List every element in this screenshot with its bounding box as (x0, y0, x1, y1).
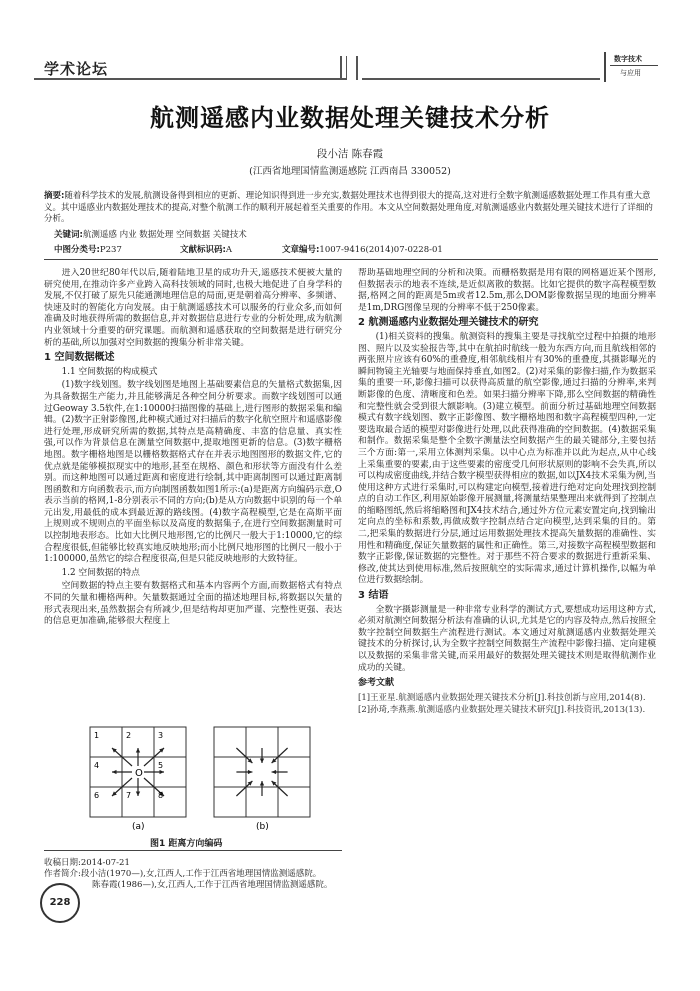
subsection-heading-1-2: 1.2 空间数据的特点 (61, 567, 140, 578)
section-heading-3: 3 结语 (358, 590, 389, 602)
subsection-heading-1-1: 1.1 空间数据的构成模式 (61, 366, 158, 377)
grid-a-direction-label: 8 (158, 791, 164, 800)
intro-paragraph: 进入20世纪80年代以后,随着陆地卫星的成功升天,遥感技术便被大量的研究使用,在推动许多产业跨入高科技领域的同时,也极大地促进了自身学科的发展,不仅打破了原先只能通测地理信息的局面,更是朝着高分辨率、多频谱、快速及时的智能化方向发展。由于航测遥感技术可以服务的行业众多,而如何准确及时地获得所需的数据信息,并对数据信息进行专业的分析处理,成为航测内业领域十分重要的研究课题。而航测和遥感获取的空间数据是进行研究分析的基础,所以加强对空间数据的搜集分析非常关键。 (44, 268, 342, 348)
left-column (44, 268, 342, 720)
paper-title: 航测遥感内业数据处理关键技术分析 (150, 104, 550, 132)
article-number (282, 243, 443, 255)
arrow-head (112, 770, 117, 774)
received-date: 收稿日期:2014-07-21 (44, 858, 130, 868)
article-value: 1007-9416(2014)07-0228-01 (319, 245, 443, 255)
paper-affiliation: (江西省地理国情监测遥感院 江西南昌 330052) (249, 166, 451, 177)
paragraph-1-1: (1)数字线划图。数字线划图是地图上基础要素信息的矢量格式数据集,因为具备数据生产能力,并且能够满足各种空间分析要求。而数字线划图可以通过Geoway 3.5软件,在1:10000扫描图像的基础上,进行图形的数据采集和编辑。(2)数字正射影像图,此种模式通过对扫描后的数字化航空照片和遥感影像进行处理,形成研究所需的数据,其特点是高精确度、丰富的信息量、真实性强,可以作为背景信息在测量空间数据中,提取地图更新的信息。(3)数字栅格地图。数字栅格地图是以栅格数据格式存在并表示地图图形的数据文件,它的优点就是能够模拟现实中的地形,甚至在规格、颜色和形状等方面没有什么差别。而这种地图可以通过距离和密度进行绘制,其中距离制图可以通过距离制图函数和方向函数表示,而方向制图函数如图1所示:(a)是距离方向编码示意,O表示当前的格网,1-8分别表示不同的方向;(b)是从方向数据中识别的每一个单元出发,用最低的成本到最近源的路线图。(4)数字高程模型,它是在高斯平面上规则或不规则点的平面坐标以及高度的数据集子,在进行空间数据测量时可以控制地表形态。比如大比例尺地形图,它的比例尺一般大于1:10000,它的综合程度很低,但能够比较真实地反映地形;而小比例尺地形图的比例尺一般小于1:100000,虽然它的综合程度很高,但是只能反映地形的大致特征。 (44, 380, 342, 565)
clc-value: P237 (99, 245, 122, 255)
header-separator (44, 259, 658, 260)
paragraph-continued: 帮助基础地理空间的分析和决策。而栅格数据是用有限的网格逼近某个图形,但数据表示的地表不连续,是近似离散的数据。比如它提供的数字高程模型数据,格网之间的距离是5m或者12.5m,那么DOM影像数据呈现的地面分辨率是1m,DRG图像呈现的分辨率不低于250像素。 (358, 268, 656, 313)
footnote-rule (44, 850, 342, 851)
section-title: 学术论坛 (44, 60, 109, 78)
journal-logo (604, 52, 660, 82)
grid-a-direction-label: 2 (126, 731, 132, 740)
paper-authors: 段小洁 陈春霞 (316, 148, 384, 160)
grid-b (214, 727, 310, 817)
header-rule-left (34, 78, 346, 80)
doc-label: 文献标识码: (180, 245, 226, 255)
grid-a-direction-label: 7 (126, 791, 132, 800)
figure-1-graphic (82, 723, 314, 833)
clc-label: 中图分类号: (54, 245, 100, 255)
grid-a-direction-label: 6 (94, 791, 100, 800)
page-number-badge (40, 883, 80, 923)
logo-line2: 与应用 (620, 69, 641, 77)
figure-1 (82, 723, 314, 833)
author-bio-1: 作者简介:段小洁(1970—),女,江西人,工作于江西省地理国情监测遥感院。 (44, 869, 322, 879)
grid-a-direction-label: 5 (158, 761, 164, 770)
keywords (54, 228, 247, 240)
references-heading: 参考文献 (358, 678, 395, 689)
page-number: 228 (49, 897, 71, 908)
doc-value: A (225, 245, 233, 255)
section-heading-2: 2 航测遥感内业数据处理关键技术的研究 (358, 317, 539, 329)
grid-a-center-label: O (135, 768, 143, 779)
arrow-head (136, 748, 140, 753)
article-label: 文章编号: (282, 245, 320, 255)
logo-line1: 数字技术 (614, 54, 642, 63)
abstract-label: 摘要: (44, 191, 65, 201)
arrow-head (260, 758, 264, 763)
grid-a-direction-label: 3 (158, 731, 164, 740)
grid-b-arrows (236, 748, 287, 796)
header-divider (340, 56, 342, 80)
logo-divider (610, 65, 658, 66)
figure-label-b: (b) (256, 822, 269, 832)
header-divider (356, 56, 358, 80)
paragraph-3: 全数字摄影测量是一种非常专业科学的测试方式,要想成功运用这种方式,必须对航测空间数据分析法有准确的认识,尤其是它的内容及特点,然后按照全数字控制空间数据生产流程进行测试。本文通过对航测遥感内业数据处理关键技术的分析探讨,认为全数字控制空间数据生产流程中影像扫描、定向建模以及数据的采集非常关键,而采用最好的数据处理关键技术则是取得航测作业成功的关键。 (358, 604, 656, 673)
header-divider (346, 56, 347, 80)
figure-label-a: (a) (132, 822, 145, 832)
arrow-head (159, 770, 164, 774)
grid-a-direction-label: 1 (94, 731, 100, 740)
paragraph-2: (1)相关资料的搜集。航测资料的搜集主要是寻找航空过程中拍摄的地形图、照片以及实验报告等,其中在航拍时航线一般为东西方向,而且航线相邻的两张照片应该有60%的重叠度,相邻航线相片有30%的重叠度,其摄影曝光的瞬间物镜主光轴要与地面保持垂直,如图2。(2)对采集的影像扫描,作为数据采集的重要一环,影像扫描可以获得高质量的航空影像,通过扫描的分辨率,来判断影像的色度、清晰度和色差。如果扫描分辨率下降,那么空间数据的精确性和完整性就会受到很大额影响。(3)建立模型。前面分析过基础地理空间数据模式有数字线划图、数字正影像图、数字栅格地图和数字高程模型四种,一定要选取最合适的模型对影像进行处理,以此获得准确的空间数据。(4)数据采集和制作。数据采集是整个全数字测量法空间数据产生的最关键部分,主要包括三个方面:第一,采用立体测判采集。以中心点为标准并以此为起点,从中心线上采集重要的要素,由于这些要素的密度受几何形状原则的影响不会失真,所以可以构成密度曲线,并结合数字模型获得相应的数据,如以JX4技术采集为例,当使用这种方式进行采集时,可以构建定向模型,接着进行绝对定向处理找到控制点的自动工作区,利用原始影像开展测量,将测量结果整理出来就得到了控制点的缩略图纸,然后将缩略图和JX4技术结合,通过外方位元素安置定向,找到输出定向点的坐标和系数,再做成数字控制点结合定向模型,达到采集的目的。第二,把采集的数据进行分层,通过运用数据处理技术提高矢量数据的准确性、实用性和精确度,保证矢量数据的属性和正确性。第三,对接数字高程模型数据和数字正影像,保证数据的完整性。对于那些不符合要求的数据进行重新采集、修改,使其达到使用标准,然后按照航空的实际需求,通过计算机操作,以幅为单位进行数据绘制。 (358, 331, 656, 586)
paragraph-1-2: 空间数据的特点主要有数据格式和基本内容两个方面,而数据格式有特点不同的矢量和栅格两种。矢量数据通过全面的描述地理目标,将数据以矢量的形式表现出来,虽然数据会有所减少,但是结构却更加严谨、完整性更强、表达的信息更加准确,能够很大程度上 (44, 581, 342, 627)
grid-a-labels (94, 731, 163, 800)
footnote (44, 858, 354, 891)
arrow-head (136, 791, 140, 796)
keywords-label: 关键词: (54, 230, 83, 240)
reference-item: [2]孙琦,李燕燕.航测遥感内业数据处理关键技术研究[J].科技资讯,2013(13). (358, 704, 646, 715)
arrow-head (260, 781, 264, 786)
reference-item: [1]王亚星.航测遥感内业数据处理关键技术分析[J].科技创新与应用,2014(8). (358, 692, 646, 703)
references-list (358, 693, 656, 716)
author-bio-2: 陈春霞(1986—),女,江西人,工作于江西省地理国情监测遥感院。 (92, 880, 333, 890)
header-rule-right (362, 78, 600, 80)
abstract (44, 191, 658, 226)
figure-caption: 图1 距离方向编码 (150, 839, 223, 849)
grid-a-direction-label: 4 (94, 761, 100, 770)
right-column (358, 268, 656, 968)
abstract-text: 随着科学技术的发展,航测设备得到相应的更新、理论知识得到进一步充实,数据处理技术也得到很大的提高,这对进行全数字航测遥感数据处理工作具有重大意义。其中遥感业内数据处理技术的提高,对整个航测工作的顺利开展起着至关重要的作用。本文从空间数据处理角度,对航测遥感业内数据处理关键技术进行了详细的分析。 (44, 191, 653, 224)
arrow-head (272, 770, 277, 774)
keywords-text: 航测遥感 内业 数据处理 空间数据 关键技术 (82, 230, 247, 240)
clc-number (54, 243, 122, 255)
arrow-head (248, 770, 253, 774)
doc-code (180, 243, 232, 255)
section-heading-1: 1 空间数据概述 (44, 352, 115, 364)
